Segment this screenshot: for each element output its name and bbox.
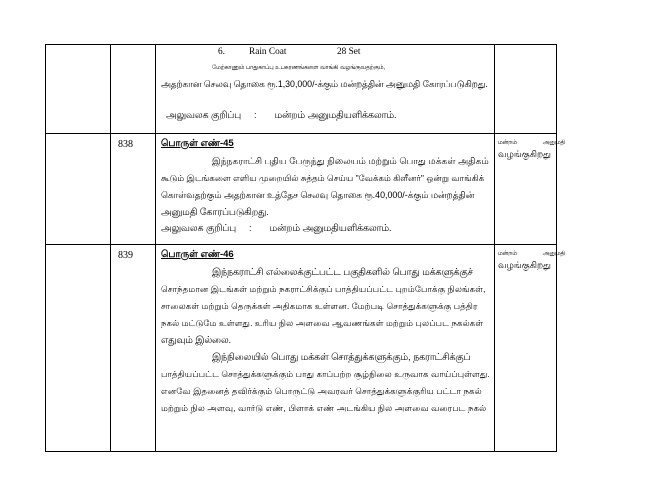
paragraph-line: இந்நகராட்சி புதிய பேருந்து நிலையம் மற்றும் பொது மக்கள் அதிகம் — [212, 156, 489, 166]
item-name: Rain Coat — [249, 47, 287, 57]
column-divider-3 — [494, 44, 495, 452]
table-border-left — [45, 44, 46, 452]
decision-text: வழங்குகிறது — [498, 260, 551, 270]
subject-heading: பொருள் எண்-45 — [161, 138, 234, 149]
paragraph-line: இந்நிலையில் பொது மக்கள் சொத்துக்களுக்கும், நகராட்சிக்குப் — [212, 352, 471, 362]
paragraph-line: கொள்வதற்கும் அதற்கான உத்தேச செலவு தொகை ரூ.40,000/-க்கும் மன்றத்தின் — [161, 190, 475, 200]
decision-text: மன்றம் அனுமதி — [498, 251, 566, 257]
paragraph-line: நகல் மட்டுமே உள்ளது. உரிய நில அளவை ஆவணங்கள் மற்றும் புலப்பட நகல்கள் — [161, 318, 484, 328]
paragraph-line: சொந்தமான இடங்கள் மற்றும் நகராட்சிக்குப் பாத்தியப்பட்ட புறம்போக்கு நிலங்கள், — [161, 284, 486, 294]
item-quantity: 28 Set — [337, 47, 361, 57]
paragraph-line: பாத்தியப்பட்ட சொத்துக்களுக்கும் பாது காப்பற்ற சூழ்நிலை உருவாக வாய்ப்புள்ளது. — [161, 369, 490, 379]
paragraph-line: சாலைகள் மற்றும் தெருக்கள் அதிகமாக உள்ளன. மேற்படி சொத்துக்களுக்கு பத்திர — [161, 301, 478, 311]
paragraph-line: எதுவும் இல்லை. — [161, 335, 232, 345]
paragraph-line: இந்நகராட்சி எல்லைக்குட்பட்ட பகுதிகளில் பொது மக்களுக்குச் — [212, 267, 473, 277]
paragraph-line: அனுமதி கோரப்படுகிறது. — [161, 207, 269, 217]
row-divider-1 — [45, 133, 557, 134]
row-divider-2 — [45, 244, 557, 245]
list-number: 6. — [218, 47, 225, 57]
column-divider-2 — [155, 44, 156, 452]
item-number: 839 — [118, 250, 133, 261]
column-divider-1 — [110, 44, 111, 452]
paragraph-line: மேற்காணும் பாதுகாப்பு உபகரணங்களை வாங்கி வழங்குவதற்கும், — [212, 65, 386, 71]
decision-text: மன்றம் அனுமதி — [498, 140, 566, 146]
office-note: அலுவலக குறிப்பு : மன்றம் அனுமதியளிக்கலாம். — [166, 110, 397, 120]
item-number: 838 — [118, 139, 133, 150]
table-border-bottom — [45, 451, 557, 452]
table-border-top — [45, 44, 557, 45]
paragraph-line: கூடும் இடங்களை எளிய முறையில் சுத்தம் செய்ய "வேக்கம் கிளீனர்" ஒன்று வாங்கிக் — [161, 173, 485, 183]
decision-text: வழங்குகிறது — [498, 149, 551, 159]
paragraph-line: அதற்கான செலவு தொகை ரூ.1,30,000/-க்கும் மன்றத்தின் அனுமதி கோரப்படுகிறது. — [161, 79, 488, 89]
subject-heading: பொருள் எண்-46 — [161, 249, 234, 260]
paragraph-line: எனவே இதனைத் தவிர்க்கும் பொருட்டு அவரவர் சொத்துக்களுக்குரிய பட்டா நகல் — [161, 386, 482, 396]
office-note: அலுவலக குறிப்பு : மன்றம் அனுமதியளிக்கலாம். — [161, 223, 392, 233]
paragraph-line: மற்றும் நில அளவு, வார்டு எண், பிளாக் எண் அடங்கிய நில அளவை வரைபட நகல் — [161, 403, 487, 413]
